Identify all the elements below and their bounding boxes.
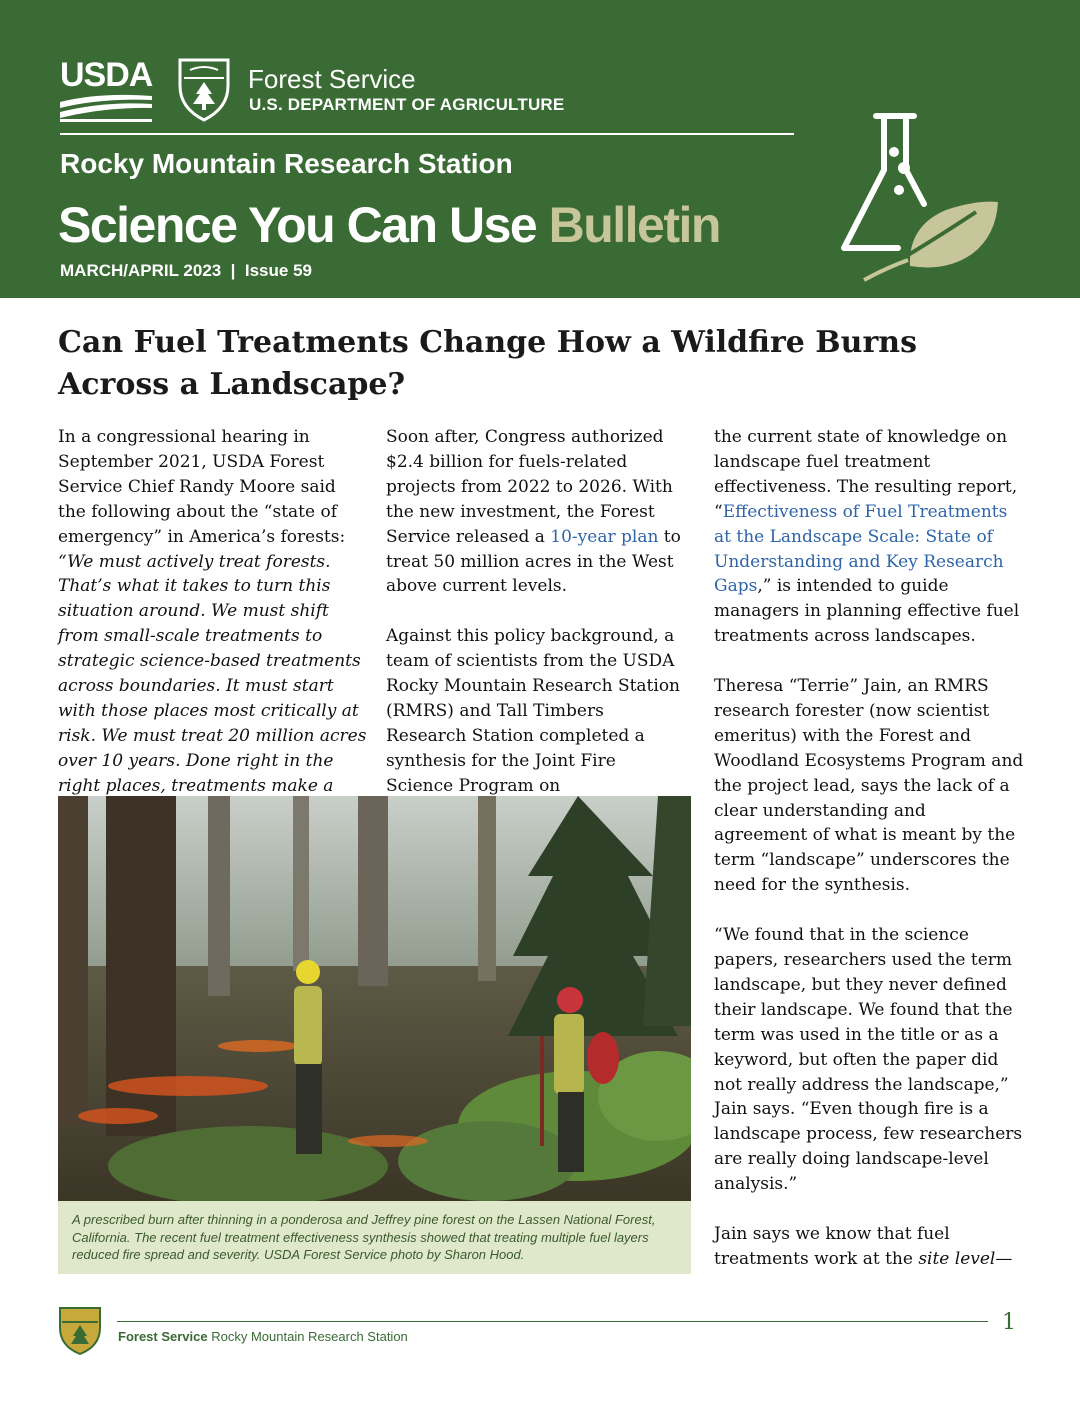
paragraph bbox=[714, 1222, 1024, 1272]
page-number: 1 bbox=[1002, 1310, 1016, 1335]
forest-service-badge-icon bbox=[58, 1306, 102, 1356]
text-span: Soon after, Congress authorized $2.4 billion for fuels-related projects from 2022 to 2026. With the new investment, the Forest Service released a bbox=[386, 427, 673, 547]
bulletin-title bbox=[58, 196, 720, 254]
text-span: Jain says we know that fuel treatments work at the bbox=[714, 1223, 950, 1269]
usda-swoosh-icon bbox=[60, 92, 152, 122]
forest-fire-illustration bbox=[58, 796, 691, 1201]
forest-service-shield-icon bbox=[176, 56, 232, 122]
paragraph: “We found that in the science papers, researchers used the term landscape, but they never defined their landscape. We found that the term was used in the title or as a keyword, but often the paper did not really address the landscape,” Jain says. “Even though fire is a landscape process, few researchers are really doing landscape-level analysis.” bbox=[714, 925, 1023, 1195]
ten-year-plan-link[interactable]: 10-year plan bbox=[550, 526, 659, 547]
photo-caption: A prescribed burn after thinning in a ponderosa and Jeffrey pine forest on the Lassen National Forest, California. The recent fuel treatment effectiveness synthesis showed that treating multiple fuel layers reduced fire spread and severity. USDA Forest Service photo by Sharon Hood. bbox=[58, 1201, 691, 1274]
text-span: — bbox=[995, 1248, 1013, 1269]
station-name: Rocky Mountain Research Station bbox=[60, 148, 513, 179]
bulletin-title-main: Science You Can Use bbox=[58, 197, 537, 253]
report-link[interactable]: Effectiveness of Fuel Treatments at the Landscape Scale: State of Understanding and Key Research Gaps bbox=[714, 501, 1008, 597]
footer-station: Rocky Mountain Research Station bbox=[211, 1329, 408, 1344]
article-headline: Can Fuel Treatments Change How a Wildfire Burns Across a Landscape? bbox=[58, 325, 917, 402]
footer-agency: Forest Service bbox=[118, 1329, 208, 1344]
usda-logo: USDA bbox=[60, 56, 153, 94]
article-column-1 bbox=[58, 425, 368, 848]
chief-quote: “We must actively treat forests. That’s what it takes to turn this situation around. We must shift from small-scale treatments to strategic science-based treatments across boundaries. It must start with those places most critically at risk. We must treat 20 million acres over 10 years. Done right in the right places, treatments make a bbox=[58, 551, 367, 796]
emphasis-site-level: site level bbox=[918, 1248, 996, 1269]
issue-line: MARCH/APRIL 2023 | Issue 59 bbox=[60, 261, 312, 280]
paragraph: Against this policy background, a team of scientists from the USDA Rocky Mountain Research Station (RMRS) and Tall Timbers Research Station completed a synthesis for the Joint Fire Science Program on bbox=[386, 626, 681, 796]
text-span: to treat 50 million acres in the West above current levels. bbox=[386, 526, 681, 597]
intro-text: In a congressional hearing in September 2021, USDA Forest Service Chief Randy Moore said the following about the “state of emergency” in America’s forests: bbox=[58, 427, 346, 547]
footer-credit bbox=[118, 1329, 408, 1344]
masthead bbox=[0, 0, 1080, 298]
text-span: ,” is intended to guide managers in planning effective fuel treatments across landscapes. bbox=[714, 576, 1020, 647]
paragraph bbox=[714, 425, 1024, 649]
prescribed-burn-photo bbox=[58, 796, 691, 1201]
article-column-2 bbox=[386, 425, 686, 823]
flask-leaf-icon bbox=[836, 108, 1006, 283]
text-span: the current state of knowledge on landscape fuel treatment effectiveness. The resulting report, “ bbox=[714, 427, 1018, 522]
paragraph bbox=[386, 425, 686, 599]
department-name: U.S. DEPARTMENT OF AGRICULTURE bbox=[249, 95, 565, 114]
article-column-3 bbox=[714, 425, 1024, 1297]
header-divider bbox=[60, 133, 794, 135]
paragraph: Theresa “Terrie” Jain, an RMRS research forester (now scientist emeritus) with the Forest and Woodland Ecosystems Program and the project lead, says the lack of a clear understanding and agreement of what is meant by the term “landscape” underscores the need for the synthesis. bbox=[714, 676, 1024, 896]
bulletin-title-accent: Bulletin bbox=[548, 197, 720, 253]
forest-service-name: Forest Service bbox=[248, 64, 416, 94]
footer-divider bbox=[117, 1321, 988, 1322]
paragraph bbox=[58, 425, 368, 824]
